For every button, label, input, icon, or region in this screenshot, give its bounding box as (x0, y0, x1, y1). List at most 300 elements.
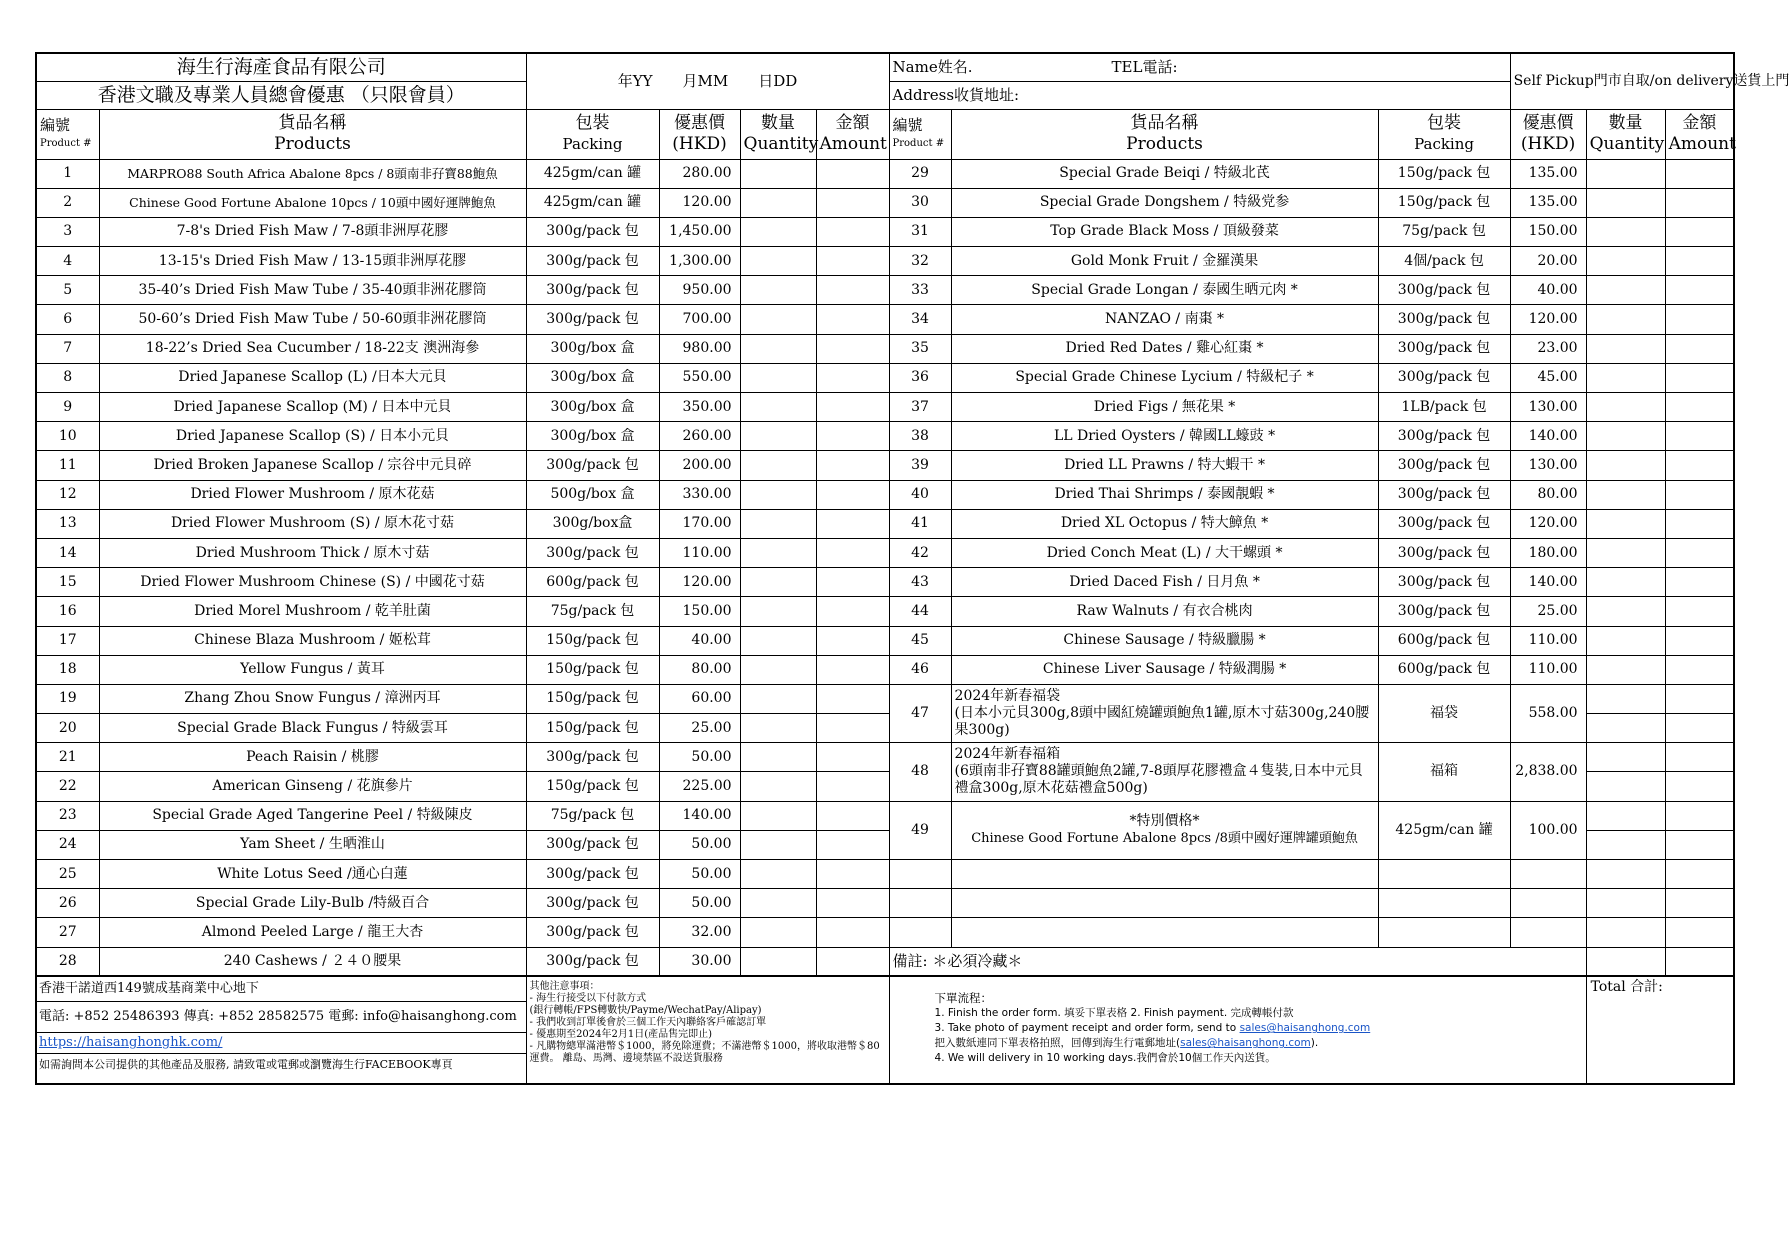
item-no: 1 (36, 159, 99, 188)
amount-field[interactable] (816, 276, 889, 305)
quantity-field[interactable] (1586, 451, 1665, 480)
amount-field[interactable] (816, 743, 889, 772)
note-item: (銀行轉帳/FPS轉數快/Payme/WechatPay/Alipay) (529, 1005, 762, 1017)
item-no: 31 (889, 217, 951, 246)
blank-cell (951, 918, 1378, 947)
item-no: 32 (889, 247, 951, 276)
quantity-field[interactable] (740, 188, 816, 217)
amount-field[interactable] (1665, 772, 1734, 801)
item-packing: 150g/pack 包 (526, 626, 659, 655)
sales-email-link[interactable]: sales@haisanghong.com (1239, 1022, 1371, 1035)
amount-field[interactable] (1665, 247, 1734, 276)
amount-field[interactable] (1665, 801, 1734, 830)
item-name: 13-15's Dried Fish Maw / 13-15頭非洲厚花膠 (99, 247, 526, 276)
item-price: 700.00 (659, 305, 740, 334)
item-name: Peach Raisin / 桃膠 (99, 743, 526, 772)
col-price-right: 優惠價 (HKD) (1510, 109, 1586, 159)
amount-field[interactable] (1665, 363, 1734, 392)
item-no: 39 (889, 451, 951, 480)
quantity-field[interactable] (1586, 393, 1665, 422)
item-no: 13 (36, 509, 99, 538)
quantity-field[interactable] (740, 276, 816, 305)
item-no: 6 (36, 305, 99, 334)
footer-row (36, 976, 1734, 1084)
item-name: Dried Figs / 無花果 * (951, 393, 1378, 422)
quantity-field[interactable] (740, 334, 816, 363)
item-packing: 300g/box 盒 (526, 334, 659, 363)
amount-field[interactable] (816, 860, 889, 889)
company-info (36, 976, 526, 1084)
special-item-no: 49 (889, 801, 951, 859)
item-name: Yellow Fungus / 黃耳 (99, 655, 526, 684)
item-packing: 300g/pack 包 (1378, 422, 1510, 451)
amount-field[interactable] (1665, 188, 1734, 217)
quantity-field[interactable] (1586, 305, 1665, 334)
special-item-detail: (6頭南非孖寶88罐頭鮑魚2罐,7-8頭厚花膠禮盒４隻裝,日本中元貝禮盒300g,原木花菇禮盒500g) (954, 763, 1364, 797)
item-no: 10 (36, 422, 99, 451)
amount-field[interactable] (816, 568, 889, 597)
item-no: 20 (36, 714, 99, 743)
amount-field[interactable] (1665, 217, 1734, 246)
amount-field[interactable] (816, 889, 889, 918)
item-row (36, 159, 1734, 188)
quantity-field[interactable] (1586, 801, 1665, 830)
quantity-field[interactable] (740, 889, 816, 918)
quantity-field[interactable] (1586, 743, 1665, 772)
item-no: 25 (36, 860, 99, 889)
quantity-field[interactable] (1586, 480, 1665, 509)
amount-field[interactable] (816, 451, 889, 480)
item-name: Special Grade Black Fungus / 特級雲耳 (99, 714, 526, 743)
item-price: 25.00 (1510, 597, 1586, 626)
item-name: Special Grade Chinese Lycium / 特級杞子 * (951, 363, 1378, 392)
item-price: 80.00 (659, 655, 740, 684)
blank-cell[interactable] (1586, 860, 1665, 889)
item-name: 18-22’s Dried Sea Cucumber / 18-22支 澳洲海參 (99, 334, 526, 363)
item-price: 110.00 (1510, 655, 1586, 684)
item-packing: 300g/pack 包 (526, 451, 659, 480)
quantity-field[interactable] (1586, 772, 1665, 801)
item-price: 200.00 (659, 451, 740, 480)
item-name: LL Dried Oysters / 韓國LL蠔豉 * (951, 422, 1378, 451)
item-packing: 150g/pack 包 (526, 684, 659, 713)
item-row (36, 684, 1734, 713)
amount-field[interactable] (816, 393, 889, 422)
quantity-field[interactable] (740, 159, 816, 188)
item-row (36, 947, 1734, 976)
other-notes (526, 976, 889, 1084)
item-name: Dried XL Octopus / 特大鱆魚 * (951, 509, 1378, 538)
order-step-4: 4. We will delivery in 10 working days.我們會於10個工作天內送貨。 (934, 1052, 1276, 1065)
item-packing: 425gm/can 罐 (526, 159, 659, 188)
item-packing: 75g/pack 包 (526, 597, 659, 626)
item-price: 350.00 (659, 393, 740, 422)
amount-field[interactable] (1665, 393, 1734, 422)
item-price: 130.00 (1510, 393, 1586, 422)
blank-cell[interactable] (1665, 889, 1734, 918)
sales-email-link-2[interactable]: sales@haisanghong.com (1180, 1037, 1311, 1050)
item-price: 225.00 (659, 772, 740, 801)
amount-field[interactable] (816, 597, 889, 626)
quantity-field[interactable] (1586, 830, 1665, 859)
blank-cell (1510, 889, 1586, 918)
amount-field[interactable] (816, 684, 889, 713)
amount-field[interactable] (1665, 509, 1734, 538)
quantity-field[interactable] (740, 451, 816, 480)
quantity-field[interactable] (740, 480, 816, 509)
quantity-field[interactable] (740, 772, 816, 801)
item-price: 980.00 (659, 334, 740, 363)
item-packing: 300g/pack 包 (526, 743, 659, 772)
quantity-field[interactable] (1586, 947, 1665, 976)
blank-cell (1378, 889, 1510, 918)
quantity-field[interactable] (1586, 626, 1665, 655)
quantity-field[interactable] (740, 655, 816, 684)
quantity-field[interactable] (1586, 159, 1665, 188)
company-contact: 電話: +852 25486393 傳真: +852 28582575 電郵: info@haisanghong.com (37, 1002, 526, 1033)
item-packing: 300g/pack 包 (1378, 451, 1510, 480)
item-name: Dried Thai Shrimps / 泰國靚蝦 * (951, 480, 1378, 509)
col-product-left: 貨品名稱 Products (99, 109, 526, 159)
quantity-field[interactable] (1586, 684, 1665, 713)
name-label: Name姓名. (892, 57, 973, 76)
quantity-field[interactable] (1586, 538, 1665, 567)
item-price: 550.00 (659, 363, 740, 392)
item-row (36, 743, 1734, 772)
special-item-packing: 福袋 (1378, 684, 1510, 742)
item-row (36, 480, 1734, 509)
item-no: 45 (889, 626, 951, 655)
item-price: 120.00 (659, 188, 740, 217)
amount-field[interactable] (816, 363, 889, 392)
amount-field[interactable] (1665, 451, 1734, 480)
item-row (36, 509, 1734, 538)
item-packing: 300g/pack 包 (1378, 597, 1510, 626)
amount-field[interactable] (816, 509, 889, 538)
item-name: MARPRO88 South Africa Abalone 8pcs / 8頭南非孖寶88鮑魚 (99, 159, 526, 188)
item-price: 80.00 (1510, 480, 1586, 509)
amount-field[interactable] (816, 188, 889, 217)
quantity-field[interactable] (740, 393, 816, 422)
quantity-field[interactable] (1586, 217, 1665, 246)
item-no: 17 (36, 626, 99, 655)
special-item-no: 48 (889, 743, 951, 801)
item-price: 170.00 (659, 509, 740, 538)
item-packing: 150g/pack 包 (1378, 159, 1510, 188)
item-name: Special Grade Dongshem / 特級党参 (951, 188, 1378, 217)
order-date[interactable]: 年YY 月MM 日DD (526, 53, 889, 109)
item-no: 11 (36, 451, 99, 480)
item-price: 23.00 (1510, 334, 1586, 363)
col-qty-right: 數量 Quantity (1586, 109, 1665, 159)
item-price: 135.00 (1510, 159, 1586, 188)
item-row (36, 422, 1734, 451)
item-packing: 300g/pack 包 (526, 947, 659, 976)
item-no: 4 (36, 247, 99, 276)
amount-field[interactable] (1665, 626, 1734, 655)
item-packing: 300g/pack 包 (526, 538, 659, 567)
special-item-name (951, 801, 1378, 859)
special-item-price: 2,838.00 (1510, 743, 1586, 801)
item-name: 50-60’s Dried Fish Maw Tube / 50-60頭非洲花膠筒 (99, 305, 526, 334)
quantity-field[interactable] (740, 918, 816, 947)
item-packing: 500g/box 盒 (526, 480, 659, 509)
item-name: Dried Broken Japanese Scallop / 宗谷中元貝碎 (99, 451, 526, 480)
order-step-3: 3. Take photo of payment receipt and order form, send to sales@haisanghong.com (934, 1022, 1371, 1035)
item-no: 37 (889, 393, 951, 422)
item-no: 18 (36, 655, 99, 684)
quantity-field[interactable] (740, 684, 816, 713)
note-item: - 優惠期至2024年2月1日(產品售完即止) (529, 1029, 713, 1041)
quantity-field[interactable] (740, 509, 816, 538)
quantity-field[interactable] (1586, 334, 1665, 363)
quantity-field[interactable] (1586, 276, 1665, 305)
item-name: Special Grade Lily-Bulb /特級百合 (99, 889, 526, 918)
item-name: Dried Japanese Scallop (S) / 日本小元貝 (99, 422, 526, 451)
item-packing: 300g/box 盒 (526, 422, 659, 451)
item-price: 20.00 (1510, 247, 1586, 276)
website-link[interactable]: https://haisanghonghk.com/ (37, 1033, 526, 1054)
amount-field[interactable] (1665, 947, 1734, 976)
order-form (35, 52, 1789, 1085)
item-no: 21 (36, 743, 99, 772)
header-row-1 (36, 53, 1734, 81)
amount-field[interactable] (1665, 422, 1734, 451)
item-row (36, 217, 1734, 246)
blank-cell (1510, 860, 1586, 889)
enquiry-note: 如需詢問本公司提供的其他產品及服務, 請致電或電郵或瀏覽海生行FACEBOOK專頁 (39, 1058, 453, 1072)
amount-field[interactable] (1665, 334, 1734, 363)
item-row (36, 597, 1734, 626)
special-item-price: 100.00 (1510, 801, 1586, 859)
quantity-field[interactable] (740, 860, 816, 889)
item-price: 1,300.00 (659, 247, 740, 276)
item-packing: 300g/pack 包 (526, 860, 659, 889)
item-no: 46 (889, 655, 951, 684)
col-packing-right: 包裝 Packing (1378, 109, 1510, 159)
item-row (36, 188, 1734, 217)
amount-field[interactable] (1665, 305, 1734, 334)
item-no: 30 (889, 188, 951, 217)
amount-field[interactable] (1665, 597, 1734, 626)
quantity-field[interactable] (740, 597, 816, 626)
item-name: Chinese Blaza Mushroom / 姬松茸 (99, 626, 526, 655)
quantity-field[interactable] (740, 422, 816, 451)
amount-field[interactable] (816, 947, 889, 976)
item-packing: 300g/pack 包 (1378, 480, 1510, 509)
company-address: 香港干諾道西149號成基商業中心地下 (37, 977, 526, 1002)
col-price-left: 優惠價 (HKD) (659, 109, 740, 159)
blank-cell[interactable] (1586, 889, 1665, 918)
item-name: Raw Walnuts / 有衣合桃肉 (951, 597, 1378, 626)
item-no: 38 (889, 422, 951, 451)
item-no: 34 (889, 305, 951, 334)
item-name: Special Grade Beiqi / 特級北芪 (951, 159, 1378, 188)
item-row (36, 305, 1734, 334)
delivery-option[interactable]: Self Pickup門市自取/on delivery送貨上門 (1510, 53, 1734, 109)
item-packing: 300g/pack 包 (526, 276, 659, 305)
amount-field[interactable] (816, 918, 889, 947)
amount-field[interactable] (1665, 568, 1734, 597)
amount-field[interactable] (816, 247, 889, 276)
order-table (35, 52, 1789, 1085)
quantity-field[interactable] (1586, 363, 1665, 392)
quantity-field[interactable] (740, 626, 816, 655)
amount-field[interactable] (816, 217, 889, 246)
item-packing: 150g/pack 包 (526, 772, 659, 801)
item-price: 60.00 (659, 684, 740, 713)
amount-field[interactable] (816, 801, 889, 830)
special-item-title: *特別價格* (1129, 813, 1200, 830)
amount-field[interactable] (1665, 480, 1734, 509)
quantity-field[interactable] (740, 217, 816, 246)
amount-field[interactable] (816, 714, 889, 743)
item-packing: 300g/box 盒 (526, 363, 659, 392)
quantity-field[interactable] (740, 538, 816, 567)
amount-field[interactable] (816, 480, 889, 509)
item-price: 110.00 (659, 538, 740, 567)
amount-field[interactable] (1665, 276, 1734, 305)
item-name: Dried LL Prawns / 特大蝦干 * (951, 451, 1378, 480)
amount-field[interactable] (816, 830, 889, 859)
item-name: Zhang Zhou Snow Fungus / 漳洲丙耳 (99, 684, 526, 713)
special-item-packing: 福箱 (1378, 743, 1510, 801)
amount-field[interactable] (1665, 830, 1734, 859)
special-item-packing: 425gm/can 罐 (1378, 801, 1510, 859)
item-no: 9 (36, 393, 99, 422)
item-name: Special Grade Longan / 泰國生晒元肉 * (951, 276, 1378, 305)
blank-cell[interactable] (1586, 918, 1665, 947)
item-name: American Ginseng / 花旗參片 (99, 772, 526, 801)
quantity-field[interactable] (1586, 655, 1665, 684)
item-name: Dried Flower Mushroom / 原木花菇 (99, 480, 526, 509)
column-header-row (36, 109, 1734, 159)
item-name: Dried Red Dates / 雞心紅棗 * (951, 334, 1378, 363)
item-packing: 600g/pack 包 (1378, 626, 1510, 655)
item-name: Dried Flower Mushroom (S) / 原木花寸菇 (99, 509, 526, 538)
item-price: 120.00 (1510, 509, 1586, 538)
item-price: 120.00 (659, 568, 740, 597)
company-name: 海生行海產食品有限公司 (36, 53, 526, 81)
special-item-detail: Chinese Good Fortune Abalone 8pcs /8頭中國好運牌罐頭鮑魚 (971, 831, 1358, 847)
amount-field[interactable] (816, 159, 889, 188)
item-no: 3 (36, 217, 99, 246)
amount-field[interactable] (1665, 655, 1734, 684)
quantity-field[interactable] (740, 714, 816, 743)
total-field[interactable]: Total 合計: (1586, 976, 1734, 1084)
item-row (36, 918, 1734, 947)
item-no: 14 (36, 538, 99, 567)
quantity-field[interactable] (1586, 422, 1665, 451)
amount-field[interactable] (1665, 159, 1734, 188)
quantity-field[interactable] (740, 743, 816, 772)
col-packing-left: 包裝 Packing (526, 109, 659, 159)
quantity-field[interactable] (740, 830, 816, 859)
quantity-field[interactable] (740, 801, 816, 830)
item-no: 23 (36, 801, 99, 830)
item-packing: 300g/pack 包 (1378, 305, 1510, 334)
amount-field[interactable] (1665, 714, 1734, 743)
item-name: Dried Daced Fish / 日月魚 * (951, 568, 1378, 597)
item-name: Dried Flower Mushroom Chinese (S) / 中國花寸菇 (99, 568, 526, 597)
customer-name-tel[interactable] (889, 53, 1510, 81)
quantity-field[interactable] (1586, 188, 1665, 217)
blank-cell[interactable] (1665, 860, 1734, 889)
item-price: 140.00 (659, 801, 740, 830)
quantity-field[interactable] (740, 305, 816, 334)
quantity-field[interactable] (1586, 247, 1665, 276)
item-name: Gold Monk Fruit / 金羅漢果 (951, 247, 1378, 276)
quantity-field[interactable] (740, 947, 816, 976)
item-packing: 300g/pack 包 (526, 217, 659, 246)
tel-label: TEL電話: (1111, 57, 1178, 76)
amount-field[interactable] (816, 772, 889, 801)
amount-field[interactable] (1665, 743, 1734, 772)
blank-cell (889, 918, 951, 947)
blank-cell (1510, 918, 1586, 947)
item-no: 7 (36, 334, 99, 363)
item-price: 32.00 (659, 918, 740, 947)
amount-field[interactable] (1665, 684, 1734, 713)
item-name: Dried Japanese Scallop (L) /日本大元貝 (99, 363, 526, 392)
amount-field[interactable] (816, 626, 889, 655)
amount-field[interactable] (816, 422, 889, 451)
item-no: 12 (36, 480, 99, 509)
special-item-title: 2024年新春福箱 (954, 746, 1061, 763)
remark-note: 備註: ＊必須冷藏＊ (889, 947, 1586, 976)
item-row (36, 889, 1734, 918)
item-price: 50.00 (659, 889, 740, 918)
amount-field[interactable] (1665, 538, 1734, 567)
item-no: 26 (36, 889, 99, 918)
blank-cell[interactable] (1665, 918, 1734, 947)
quantity-field[interactable] (1586, 509, 1665, 538)
item-no: 19 (36, 684, 99, 713)
item-no: 28 (36, 947, 99, 976)
special-item-price: 558.00 (1510, 684, 1586, 742)
address-field[interactable]: Address收貨地址: (889, 81, 1510, 109)
quantity-field[interactable] (740, 247, 816, 276)
order-step-3-zh: 把入數紙連同下單表格拍照，回傳到海生行電郵地址(sales@haisanghong.com). (934, 1037, 1319, 1050)
item-packing: 1LB/pack 包 (1378, 393, 1510, 422)
amount-field[interactable] (816, 538, 889, 567)
item-no: 44 (889, 597, 951, 626)
quantity-field[interactable] (740, 363, 816, 392)
item-price: 110.00 (1510, 626, 1586, 655)
amount-field[interactable] (816, 655, 889, 684)
item-packing: 300g/pack 包 (526, 305, 659, 334)
item-packing: 300g/pack 包 (1378, 568, 1510, 597)
col-product-right: 貨品名稱 Products (951, 109, 1378, 159)
item-name: Chinese Good Fortune Abalone 10pcs / 10頭中國好運牌鮑魚 (99, 188, 526, 217)
item-packing: 425gm/can 罐 (526, 188, 659, 217)
item-packing: 300g/box盒 (526, 509, 659, 538)
amount-field[interactable] (816, 305, 889, 334)
offer-title: 香港文職及專業人員總會優惠 （只限會員） (36, 81, 526, 109)
quantity-field[interactable] (1586, 714, 1665, 743)
blank-cell (951, 889, 1378, 918)
quantity-field[interactable] (740, 568, 816, 597)
item-no: 15 (36, 568, 99, 597)
item-price: 330.00 (659, 480, 740, 509)
item-no: 22 (36, 772, 99, 801)
quantity-field[interactable] (1586, 597, 1665, 626)
amount-field[interactable] (816, 334, 889, 363)
blank-cell (889, 889, 951, 918)
item-no: 27 (36, 918, 99, 947)
blank-cell (1378, 918, 1510, 947)
quantity-field[interactable] (1586, 568, 1665, 597)
